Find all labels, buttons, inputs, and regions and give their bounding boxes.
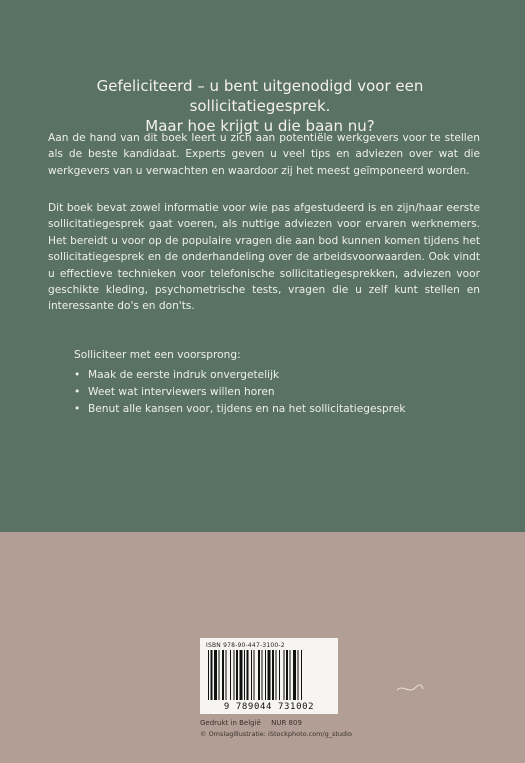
headline-line-1: Gefeliciteerd – u bent uitgenodigd voor een sollicitatiegesprek. bbox=[96, 77, 424, 115]
barcode-bar bbox=[265, 650, 266, 700]
nur-code: NUR 809 bbox=[271, 719, 302, 727]
barcode-bar bbox=[222, 650, 224, 700]
barcode-bar bbox=[298, 650, 299, 700]
barcode-bar bbox=[254, 650, 255, 700]
bullet-list bbox=[74, 367, 406, 418]
barcode-bar bbox=[276, 650, 277, 700]
barcode-bar bbox=[247, 650, 249, 700]
barcode-bar bbox=[284, 650, 285, 700]
barcode-bar bbox=[244, 650, 245, 700]
barcode-digits: 9 789044 731002 bbox=[223, 702, 315, 712]
barcode-bar bbox=[234, 650, 235, 700]
intro-paragraph: Aan de hand van dit boek leert u zich aan potentiële werkgevers voor te stellen als de beste kandidaat. Experts geven u veel tips en adviezen over wat die werkgevers van u verwachten en waardoor zij het meest geïmponeerd worden. bbox=[48, 132, 480, 177]
isbn-label: ISBN 978-90-447-3100-2 bbox=[206, 642, 285, 649]
barcode-bar bbox=[208, 650, 209, 700]
headline bbox=[40, 76, 480, 136]
barcode-bar bbox=[293, 650, 296, 700]
bullet-list-lead: Solliciteer met een voorsprong: bbox=[74, 349, 241, 361]
barcode-bar bbox=[240, 650, 243, 700]
barcode-bar bbox=[290, 650, 291, 700]
barcode-bar bbox=[286, 650, 288, 700]
list-item: • Benut alle kansen voor, tijdens en na het sollicitatiegesprek bbox=[74, 401, 406, 418]
barcode-bar bbox=[219, 650, 220, 700]
barcode-bar bbox=[214, 650, 217, 700]
content-paragraph: Dit boek bevat zowel informatie voor wie pas afgestudeerd is en zijn/haar eerste sollicitatiegesprek gaat voeren, als nuttige adviezen voor ervaren werknemers. Het bereidt u voor op de populaire vragen die aan bod kunnen komen tijdens het sollicitatiegesprek en de onderhandeling over de arbeidsvoorwaarden. Ook vindt u effectieve technieken voor telefonische sollicitatiegesprekken, adviezen voor geschikte kleding, psychometrische tests, vragen die u zelf kunt stellen en interessante do's en don'ts. bbox=[48, 202, 480, 313]
barcode-bar bbox=[226, 650, 227, 700]
cover-illustration-credit: © Omslagillustratie: iStockphoto.com/g_studio bbox=[200, 730, 352, 738]
headline-line-2: Maar hoe krijgt u die baan nu? bbox=[145, 117, 375, 135]
print-info bbox=[200, 719, 310, 727]
barcode-bar bbox=[301, 650, 302, 700]
scribble-mark bbox=[395, 680, 425, 696]
barcode-bar bbox=[272, 650, 274, 700]
barcode-bars bbox=[206, 650, 332, 700]
barcode-bar bbox=[251, 650, 252, 700]
list-item: • Maak de eerste indruk onvergetelijk bbox=[74, 367, 406, 384]
bullet-icon: • bbox=[74, 403, 81, 415]
bullet-icon: • bbox=[74, 369, 81, 381]
isbn-barcode bbox=[200, 638, 338, 714]
barcode-bar bbox=[211, 650, 213, 700]
printed-country: Gedrukt in België bbox=[200, 719, 261, 727]
barcode-bar bbox=[258, 650, 260, 700]
barcode-bar bbox=[262, 650, 263, 700]
barcode-bar bbox=[279, 650, 280, 700]
barcode-bar bbox=[236, 650, 238, 700]
barcode-bar bbox=[268, 650, 271, 700]
bullet-icon: • bbox=[74, 386, 81, 398]
list-item: • Weet wat interviewers willen horen bbox=[74, 384, 406, 401]
barcode-bar bbox=[230, 650, 231, 700]
